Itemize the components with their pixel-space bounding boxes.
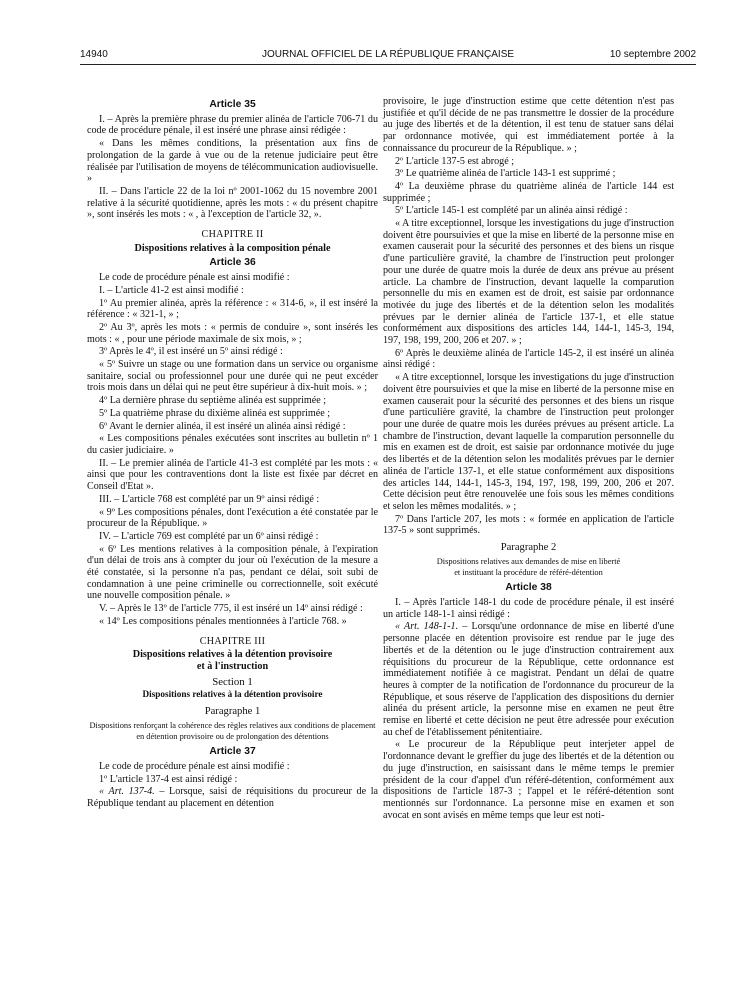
article-reference: « Art. 137-4.	[99, 786, 155, 798]
paragraph: 1º L'article 137-4 est ainsi rédigé :	[99, 773, 238, 785]
paragraph-1-label: Paragraphe 1	[204, 706, 261, 718]
left-column	[87, 96, 378, 811]
header-rule	[80, 64, 696, 65]
paragraph: « Dans les mêmes conditions, la présentation aux fins de prolongation de la garde à vue ou de la retenue judiciaire peut être réalisée par l'utilisation de moyens de télécommunication audiovisuelle. »	[87, 138, 378, 185]
paragraph-2-title-line-2: et instituant la procédure de référé-détention	[454, 567, 603, 577]
article-35-heading: Article 35	[209, 99, 256, 110]
paragraph-2-title	[383, 557, 674, 579]
paragraph: I. – Après l'article 148-1 du code de procédure pénale, il est inséré un article 148-1-1 ainsi rédigé :	[383, 597, 674, 620]
paragraph: II. – Le premier alinéa de l'article 41-3 est complété par les mots : « ainsi que pour les contraventions dont la liste est fixée par décret en Conseil d'Etat ».	[87, 457, 378, 493]
paragraph: 3º Le quatrième alinéa de l'article 143-1 est supprimé ;	[395, 168, 616, 180]
paragraph: « A titre exceptionnel, lorsque les investigations du juge d'instruction doivent être poursuivies et que la mise en liberté de la personne mise en examen causerait pour la sécurité des personnes et des biens un risque d'une particulière gravité, la chambre de l'instruction peut prolonger pour une durée de quatre mois les durées prévues au présent article. La chambre de l'instruction, devant laquelle la comparution personnelle du mis en examen est de droit, est saisie par ordonnance motivée du juge des libertés et de la détention selon les modalités prévues par le dernier alinéa de l'article 137-1, et elle statue conformément aux dispositions des articles 144, 144-1, 145-3, 194, 197, 198, 199, 200, 206 et 207. Cette décision peut être renouvelée une fois sous les mêmes conditions et selon les mêmes modalités. » ;	[383, 372, 674, 512]
article-reference: « Art. 148-1-1.	[395, 621, 459, 633]
paragraph-text: – Lorsque, saisi de réquisitions du procureur de la République tendant au placement en détention	[87, 786, 378, 810]
paragraph: « Les compositions pénales exécutées sont inscrites au bulletin nº 1 du casier judiciaire. »	[87, 433, 378, 456]
paragraph: 6º Après le deuxième alinéa de l'article 145-2, il est inséré un alinéa ainsi rédigé :	[383, 347, 674, 371]
paragraph-2-label: Paragraphe 2	[500, 542, 557, 554]
section-1-title: Dispositions relatives à la détention provisoire	[142, 689, 323, 700]
chapter-2-title: Dispositions relatives à la composition pénale	[134, 242, 331, 254]
chapter-3-title	[87, 649, 378, 672]
paragraph: Le code de procédure pénale est ainsi modifié :	[99, 272, 290, 284]
paragraph: Le code de procédure pénale est ainsi modifié :	[99, 761, 290, 773]
right-column	[383, 96, 674, 822]
paragraph: provisoire, le juge d'instruction estime que cette détention n'est pas justifiée et qu'il décide de ne pas transmettre le dossier de la procédure au juge des libertés et de la détention, il est tenu de statuer sans délai par ordonnance motivée, qui est immédiatement portée à la connaissance du procureur de la République. » ;	[383, 96, 674, 154]
paragraph: « 6º Les mentions relatives à la composition pénale, à l'expiration d'un délai de trois ans à compter du jour où l'exécution de la mesure a été constatée, si la personne n'a pas, pendant ce délai, soit subi de condamnation à une peine criminelle ou correctionnelle, soit exécuté une nouvelle composition pénale. »	[87, 543, 378, 602]
paragraph: 4º La dernière phrase du septième alinéa est supprimée ;	[99, 395, 327, 407]
article-38-heading: Article 38	[505, 582, 552, 594]
paragraph: « A titre exceptionnel, lorsque les investigations du juge d'instruction doivent être poursuivies et que la mise en liberté de la personne mise en examen causerait pour la sécurité des personnes et des biens un risque d'une particulière gravité, la chambre de l'instruction peut prolonger pour une durée de quatre mois la durée de deux ans prévue au présent article. La chambre de l'instruction, devant laquelle la comparution personnelle du mis en examen est de droit, est saisie par ordonnance motivée du juge des libertés et de la détention selon les modalités prévues par le dernier alinéa de l'article 137-1, et elle statue conformément aux dispositions des articles 144, 144-1, 145-3, 194, 197, 198, 199, 200, 206 et 207. » ;	[383, 218, 674, 347]
paragraph: 6º Avant le dernier alinéa, il est inséré un alinéa ainsi rédigé :	[99, 420, 346, 432]
running-header	[80, 49, 696, 65]
paragraph: V. – Après le 13º de l'article 775, il est inséré un 14º ainsi rédigé :	[99, 603, 363, 615]
paragraph: IV. – L'article 769 est complété par un 6º ainsi rédigé :	[99, 530, 319, 542]
chapter-3-title-line-2: et à l'instruction	[196, 660, 269, 672]
paragraph-1-title: Dispositions renforçant la cohérence des règles relatives aux conditions de placement en détention provisoire ou de prolongation des détentions	[89, 720, 376, 741]
issue-date: 10 septembre 2002	[609, 49, 696, 60]
paragraph: III. – L'article 768 est complété par un 9º ainsi rédigé :	[99, 493, 320, 505]
paragraph: 3º Après le 4º, il est inséré un 5º ainsi rédigé :	[99, 346, 283, 358]
paragraph: I. – Après la première phrase du premier alinéa de l'article 706-71 du code de procédure pénale, il est inséré une phrase ainsi rédigée :	[87, 113, 378, 137]
paragraph-text: – Lorsqu'une ordonnance de mise en liberté d'une personne placée en détention provisoire est rendue par le juge des libertés et de la détention ou le juge d'instruction contrairement aux réquisitions du procureur de la République, cette ordonnance est immédiatement notifiée à ce magistrat. Pendant un délai de quatre heures à compter de la notification de l'ordonnance du procureur de la République, et sous réserve de l'application des dispositions du dernier alinéa du présent article, la personne mise en examen ne peut être remise en liberté et cette décision ne peut être adressée pour exécution au chef de l'établissement pénitentiaire.	[383, 621, 674, 738]
paragraph: « 5º Suivre un stage ou une formation dans un service ou organisme sanitaire, social ou professionnel pour une durée qui ne peut excéder trois mois dans un délai qui ne peut être supérieur à dix-huit mois. » ;	[87, 359, 378, 394]
chapter-3-title-line-1: Dispositions relatives à la détention provisoire	[132, 649, 333, 661]
paragraph: 2º L'article 137-5 est abrogé ;	[395, 155, 515, 167]
paragraph: I. – L'article 41-2 est ainsi modifié :	[99, 284, 244, 296]
paragraph: 5º L'article 145-1 est complété par un alinéa ainsi rédigé :	[395, 205, 628, 217]
article-36-heading: Article 36	[209, 257, 256, 269]
chapter-2-label: CHAPITRE II	[201, 229, 264, 241]
paragraph: « Le procureur de la République peut interjeter appel de l'ordonnance devant le greffier du juge des libertés et de la détention ou du juge d'instruction, en saisissant dans le même temps le premier président de la cour d'appel d'un référé-détention, conformément aux dispositions de l'article 187-3 ; l'appel et le référé-détention sont mentionnés sur l'ordonnance. La personne mise en examen et son avocat en sont avisés en même temps que leur est noti-	[383, 739, 674, 821]
paragraph: « 14º Les compositions pénales mentionnées à l'article 768. »	[99, 615, 347, 627]
paragraph: 2º Au 3º, après les mots : « permis de conduire », sont insérés les mots : « , pour une période maximale de six mois, » ;	[87, 321, 378, 345]
page-number: 14940	[80, 49, 108, 60]
journal-title: JOURNAL OFFICIEL DE LA RÉPUBLIQUE FRANÇAISE	[261, 49, 515, 60]
paragraph	[87, 786, 378, 809]
paragraph: « 9º Les compositions pénales, dont l'exécution a été constatée par le procureur de la République. »	[87, 506, 378, 530]
paragraph: 4º La deuxième phrase du quatrième alinéa de l'article 144 est supprimée ;	[383, 180, 674, 204]
paragraph: 5º La quatrième phrase du dixième alinéa est supprimée ;	[99, 407, 330, 419]
chapter-3-label: CHAPITRE III	[199, 635, 266, 647]
section-1-label: Section 1	[212, 675, 253, 688]
paragraph: II. – Dans l'article 22 de la loi nº 2001-1062 du 15 novembre 2001 relative à la sécurité quotidienne, après les mots : « du présent chapitre », sont insérés les mots : « , à l'exception de l'article 32, ».	[87, 185, 378, 221]
article-37-heading: Article 37	[209, 746, 256, 758]
paragraph-2-title-line-1: Dispositions relatives aux demandes de mise en liberté	[436, 556, 621, 566]
paragraph: 7º Dans l'article 207, les mots : « formée en application de l'article 137-5 » sont supprimés.	[383, 513, 674, 537]
paragraph: 1º Au premier alinéa, après la référence : « 314-6, », il est inséré la référence : « 321-1, » ;	[87, 297, 378, 321]
paragraph	[383, 621, 674, 738]
